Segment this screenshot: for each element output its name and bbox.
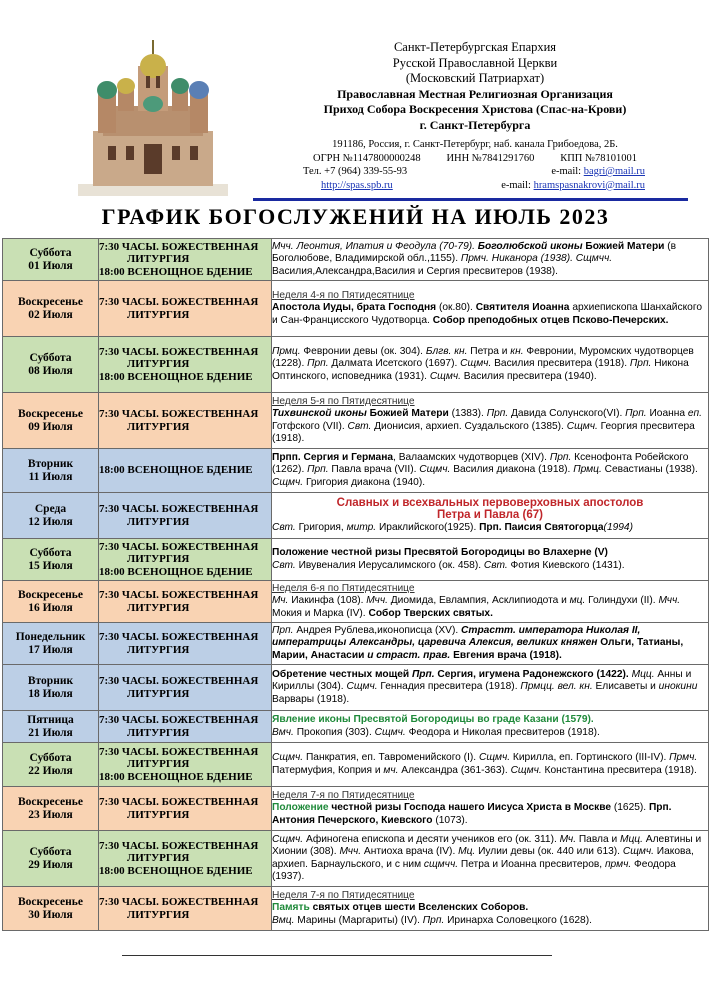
- email-label-1: e-mail:: [551, 166, 582, 177]
- org-line-2: Приход Собора Воскресения Христова (Спас-на-Крови): [323, 102, 627, 116]
- saints-note: Неделя 7-я по Пятидесятнице Память святых отцев шести Вселенских Соборов. Вмц. Марины (Маргариты) (IV). Прп. Иринарха Соловецкого (1628).: [272, 887, 709, 931]
- day-cell: Воскресенье 09 Июля: [3, 393, 99, 449]
- ogrn: ОГРН №1147800000248: [313, 152, 421, 164]
- email-link-1[interactable]: bagri@mail.ru: [583, 166, 645, 177]
- org-line-3: г. Санкт-Петербурга: [419, 117, 531, 132]
- inn: ИНН №7841291760: [446, 152, 535, 164]
- saints-note: Прпп. Сергия и Германа, Валаамских чудотворцев (XIV). Прп. Ксенофонта Робейского (1262). Прп. Павла врача (VII). Сщмч. Василия диакона (1918). Прмц. Севастианы (1938). Сщмч. Григория диакона (1940).: [272, 449, 709, 493]
- table-row: [3, 887, 709, 931]
- day-cell: Пятница 21 Июля: [3, 711, 99, 743]
- day-cell: Суббота 01 Июля: [3, 239, 99, 281]
- day-cell: Среда 12 Июля: [3, 493, 99, 539]
- day-cell: Понедельник 17 Июля: [3, 623, 99, 665]
- email-link-2[interactable]: hramspasnakrovi@mail.ru: [533, 179, 645, 191]
- table-row: [3, 623, 709, 665]
- service-cell: 18:00 ВСЕНОЩНОЕ БДЕНИЕ: [99, 449, 272, 493]
- day-cell: Вторник 11 Июля: [3, 449, 99, 493]
- service-cell: 7:30 ЧАСЫ. БОЖЕСТВЕННАЯ ЛИТУРГИЯ: [99, 393, 272, 449]
- church-line: Русской Православной Церкви: [392, 55, 558, 70]
- table-row: [3, 665, 709, 711]
- org-line-1: Православная Местная Религиозная Организация: [337, 86, 613, 101]
- saints-note: Неделя 5-я по Пятидесятнице Тихвинской иконы Божией Матери (1383). Прп. Давида Солунского(VI). Прп. Иоанна еп. Готфского (VII). Свт. Дионисия, архиеп. Суздальского (1385). Сщмч. Георгия пресвитера (1918).: [272, 393, 709, 449]
- day-cell: Воскресенье 16 Июля: [3, 581, 99, 623]
- day-cell: Суббота 15 Июля: [3, 539, 99, 581]
- page-title: ГРАФИК БОГОСЛУЖЕНИЙ НА ИЮЛЬ 2023: [101, 204, 610, 229]
- table-row: [3, 393, 709, 449]
- site-link[interactable]: http://spas.spb.ru: [321, 179, 393, 191]
- table-row: [3, 539, 709, 581]
- header-rule: [253, 198, 688, 201]
- saints-note: Сщмч. Панкратия, еп. Тавроменийского (I). Сщмч. Кирилла, еп. Гортинского (III-IV). Прмч. Патермуфия, Коприя и мч. Александра (361-363). Сщмч. Константина пресвитера (1918).: [272, 743, 709, 787]
- service-cell: 7:30 ЧАСЫ. БОЖЕСТВЕННАЯ ЛИТУРГИЯ: [99, 665, 272, 711]
- day-cell: Воскресенье 23 Июля: [3, 787, 99, 831]
- table-row: [3, 337, 709, 393]
- service-cell: 7:30 ЧАСЫ. БОЖЕСТВЕННАЯ ЛИТУРГИЯ 18:00 ВСЕНОЩНОЕ БДЕНИЕ: [99, 239, 272, 281]
- saints-note: Неделя 7-я по Пятидесятнице Положение честной ризы Господа нашего Иисуса Христа в Москве (1625). Прп. Антония Печерского, Киевского (1073).: [272, 787, 709, 831]
- saints-note: Сщмч. Афиногена епископа и десяти учеников его (ок. 311). Мч. Павла и Мцц. Алевтины и Хионии (308). Мчч. Антиоха врача (IV). Мц. Иулии девы (ок. 440 или 613). Сщмч. Иакова, архиеп. Барнаульского, и с ним сщмчч. Петра и Иоанна пресвитеров, прмч. Феодора (1937).: [272, 831, 709, 887]
- address: 191186, Россия, г. Санкт-Петербург, наб. канала Грибоедова, 2Б.: [332, 139, 618, 150]
- table-row: [3, 239, 709, 281]
- table-row: [3, 831, 709, 887]
- table-row: [3, 711, 709, 743]
- service-cell: 7:30 ЧАСЫ. БОЖЕСТВЕННАЯ ЛИТУРГИЯ 18:00 ВСЕНОЩНОЕ БДЕНИЕ: [99, 743, 272, 787]
- schedule-table: [2, 238, 709, 931]
- service-cell: 7:30 ЧАСЫ. БОЖЕСТВЕННАЯ ЛИТУРГИЯ 18:00 ВСЕНОЩНОЕ БДЕНИЕ: [99, 337, 272, 393]
- service-cell: 7:30 ЧАСЫ. БОЖЕСТВЕННАЯ ЛИТУРГИЯ: [99, 581, 272, 623]
- day-cell: Воскресенье 02 Июля: [3, 281, 99, 337]
- saints-note: Обретение честных мощей Прп. Сергия, игумена Радонежского (1422). Мцц. Анны и Кириллы (304). Сщмч. Геннадия пресвитера (1918). Прмцц. вел. кн. Елисаветы и инокини Варвары (1918).: [272, 665, 709, 711]
- service-cell: 7:30 ЧАСЫ. БОЖЕСТВЕННАЯ ЛИТУРГИЯ: [99, 711, 272, 743]
- table-row: [3, 787, 709, 831]
- saints-note: Неделя 4-я по Пятидесятнице Апостола Иуды, брата Господня (ок.80). Святителя Иоанна архиепископа Шанхайского и Сан-Францисского Чудотворца. Собор преподобных отцев Псково-Печерских.: [272, 281, 709, 337]
- day-cell: Воскресенье 30 Июля: [3, 887, 99, 931]
- service-cell: 7:30 ЧАСЫ. БОЖЕСТВЕННАЯ ЛИТУРГИЯ: [99, 281, 272, 337]
- table-row: [3, 743, 709, 787]
- service-cell: 7:30 ЧАСЫ. БОЖЕСТВЕННАЯ ЛИТУРГИЯ 18:00 ВСЕНОЩНОЕ БДЕНИЕ: [99, 831, 272, 887]
- day-cell: Суббота 29 Июля: [3, 831, 99, 887]
- contacts-block: [265, 138, 685, 192]
- kpp: КПП №78101001: [560, 152, 637, 164]
- letterhead: [0, 0, 711, 200]
- saints-note: Славных и всехвальных первоверховных апостолов Петра и Павла (67) Свт. Григория, митр. Ираклийского(1925). Прп. Паисия Святогорца(1994): [272, 493, 709, 539]
- patriarchate-line: (Московский Патриархат): [405, 71, 545, 85]
- cathedral-image: [78, 36, 228, 196]
- table-row: [3, 449, 709, 493]
- saints-note: Положение честной ризы Пресвятой Богородицы во Влахерне (V) Свт. Ивувеналия Иерусалимского (ок. 458). Свт. Фотия Киевского (1431).: [272, 539, 709, 581]
- service-cell: 7:30 ЧАСЫ. БОЖЕСТВЕННАЯ ЛИТУРГИЯ: [99, 493, 272, 539]
- service-cell: 7:30 ЧАСЫ. БОЖЕСТВЕННАЯ ЛИТУРГИЯ: [99, 887, 272, 931]
- organization-block: [265, 40, 685, 133]
- bottom-rule: [122, 955, 552, 956]
- saints-note: Прмц. Февронии девы (ок. 304). Блгв. кн. Петра и кн. Февронии, Муромских чудотворцев (1228). Прп. Далмата Исетского (1697). Сщмч. Василия пресвитера (1918). Прп. Никона Оптинского, исповедника (1931). Сщмч. Василия пресвитера (1940).: [272, 337, 709, 393]
- day-cell: Суббота 22 Июля: [3, 743, 99, 787]
- saints-note: Явление иконы Пресвятой Богородицы во граде Казани (1579). Вмч. Прокопия (303). Сщмч. Феодора и Николая пресвитеров (1918).: [272, 711, 709, 743]
- eparchy-line: Санкт-Петербургская Епархия: [393, 40, 557, 54]
- saints-note: Прп. Андрея Рублева,иконописца (XV). Страстт. императора Николая II, императрицы Александры, царевича Алексия, великих княжен Ольги, Татианы, Марии, Анастасии и страст. прав. Евгения врача (1918).: [272, 623, 709, 665]
- day-cell: Суббота 08 Июля: [3, 337, 99, 393]
- phone: Тел. +7 (964) 339-55-93: [303, 166, 408, 177]
- saints-note: Неделя 6-я по Пятидесятнице Мч. Иакинфа (108). Мчч. Диомида, Евлампия, Асклипиодота и мц. Голиндухи (II). Мчч. Мокия и Марка (IV). Собор Тверских святых.: [272, 581, 709, 623]
- table-row: [3, 281, 709, 337]
- saints-note: Мчч. Леонтия, Ипатия и Феодула (70-79). Боголюбской иконы Божией Матери (в Боголюбове, Владимирской обл.,1155). Прмч. Никанора (1938). Сщмчч. Василия,Александра,Василия и Сергия пресвитеров (1938).: [272, 239, 709, 281]
- day-cell: Вторник 18 Июля: [3, 665, 99, 711]
- service-cell: 7:30 ЧАСЫ. БОЖЕСТВЕННАЯ ЛИТУРГИЯ: [99, 787, 272, 831]
- email-label-2: e-mail:: [501, 179, 531, 191]
- service-cell: 7:30 ЧАСЫ. БОЖЕСТВЕННАЯ ЛИТУРГИЯ 18:00 ВСЕНОЩНОЕ БДЕНИЕ: [99, 539, 272, 581]
- table-row: [3, 581, 709, 623]
- service-cell: 7:30 ЧАСЫ. БОЖЕСТВЕННАЯ ЛИТУРГИЯ: [99, 623, 272, 665]
- table-row: [3, 493, 709, 539]
